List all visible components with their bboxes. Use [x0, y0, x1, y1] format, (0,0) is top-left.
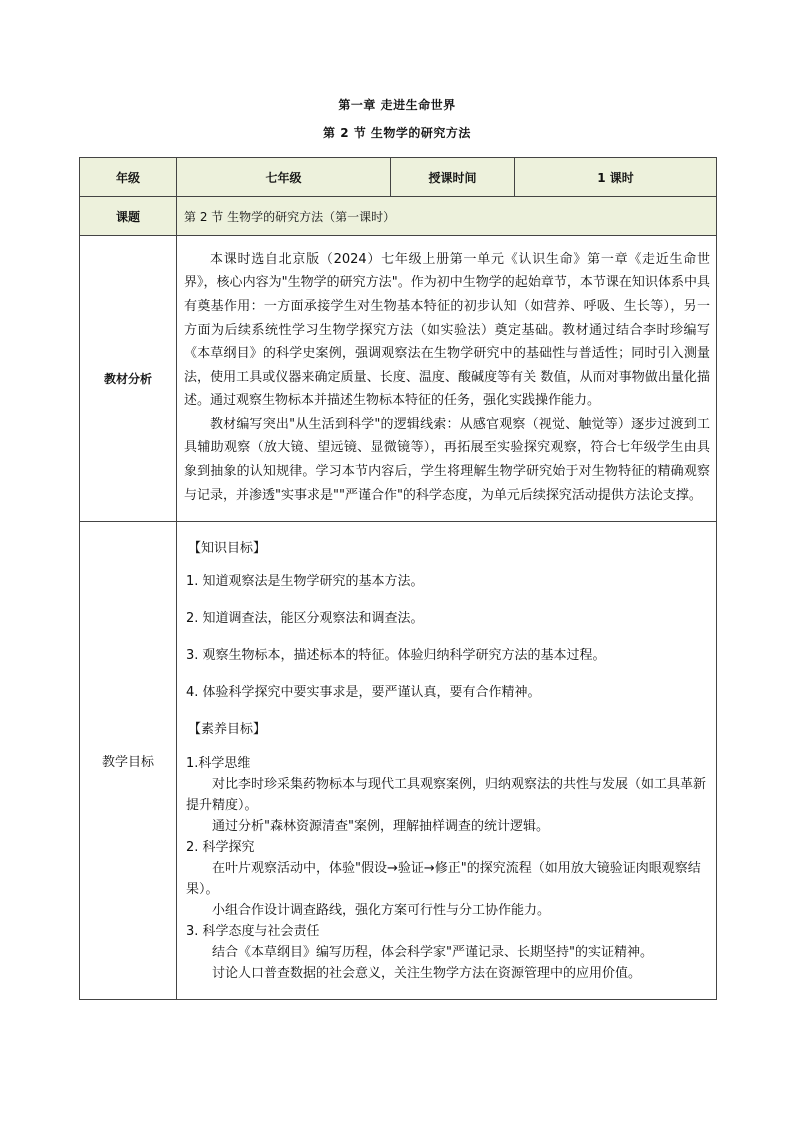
- analysis-content: [177, 236, 717, 522]
- goals-label: 教学目标: [80, 522, 177, 1000]
- grade-label: 年级: [80, 158, 177, 197]
- knowledge-item: 2. 知道调查法，能区分观察法和调查法。: [186, 611, 424, 626]
- literacy-line: 结合《本草纲目》编写历程，体会科学家"严谨记录、长期坚持"的实证精神。: [212, 945, 653, 960]
- literacy-heading: 【素养目标】: [188, 722, 267, 737]
- knowledge-item: 3. 观察生物标本，描述标本的特征。体验归纳科学研究方法的基本过程。: [186, 648, 606, 663]
- chapter-title: 第一章 走进生命世界: [338, 98, 456, 112]
- knowledge-item: 1. 知道观察法是生物学研究的基本方法。: [186, 574, 424, 589]
- literacy-group-title: 2. 科学探究: [186, 840, 255, 855]
- class-time-label: 授课时间: [391, 158, 515, 197]
- class-time-value: 1 课时: [515, 158, 717, 197]
- knowledge-heading: 【知识目标】: [188, 541, 267, 556]
- grade-value: 七年级: [177, 158, 391, 197]
- literacy-line: 讨论人口普查数据的社会意义，关注生物学方法在资源管理中的应用价值。: [212, 966, 642, 981]
- literacy-line: 对比李时珍采集药物标本与现代工具观察案例，归纳观察法的共性与发展（如工具革新提升精度）。: [186, 777, 707, 813]
- section-title: 第 2 节 生物学的研究方法: [323, 126, 471, 140]
- analysis-label: 教材分析: [80, 236, 177, 522]
- goals-content: [177, 522, 717, 1000]
- literacy-line: 小组合作设计调查路线，强化方案可行性与分工协作能力。: [212, 903, 551, 918]
- knowledge-item: 4. 体验科学探究中要实事求是，要严谨认真，要有合作精神。: [186, 685, 541, 700]
- analysis-paragraph: 本课时选自北京版（2024）七年级上册第一单元《认识生命》第一章《走近生命世界》，核心内容为"生物学的研究方法"。作为初中生物学的起始章节，本节课在知识体系中具有奠基作用：一方面承接学生对生物基本特征的初步认知（如营养、呼吸、生长等），另一方面为后续系统性学习生物学探究方法（如实验法）奠定基础。教材通过结合李时珍编写《本草纲目》的科学史案例，强调观察法在生物学研究中的基础性与普适性；同时引入测量法，使用工具或仪器来确定质量、长度、温度、酸碱度等有关 数值，从而对事物做出量化描述。通过观察生物标本并描述生物标本特征的任务，强化实践操作能力。: [184, 251, 710, 409]
- topic-row: [80, 197, 717, 236]
- literacy-group-title: 3. 科学态度与社会责任: [186, 924, 320, 939]
- goals-row: [80, 522, 717, 1000]
- topic-label: 课题: [80, 197, 177, 236]
- analysis-row: [80, 236, 717, 522]
- literacy-group-title: 1.科学思维: [186, 756, 251, 771]
- topic-value: 第 2 节 生物学的研究方法（第一课时）: [177, 197, 717, 236]
- lesson-plan-table: [79, 157, 717, 1000]
- analysis-paragraph: 教材编写突出"从生活到科学"的逻辑线索：从感官观察（视觉、触觉等）逐步过渡到工具辅助观察（放大镜、望远镜、显微镜等），再拓展至实验探究观察，符合七年级学生由具象到抽象的认知规律。学习本节内容后，学生将理解生物学研究始于对生物特征的精确观察与记录，并渗透"实事求是""严谨合作"的科学态度，为单元后续探究活动提供方法论支撑。: [184, 416, 710, 503]
- literacy-line: 在叶片观察活动中，体验"假设→验证→修正"的探究流程（如用放大镜验证肉眼观察结果）。: [186, 861, 701, 897]
- grade-row: [80, 158, 717, 197]
- literacy-line: 通过分析"森林资源清查"案例，理解抽样调查的统计逻辑。: [212, 819, 549, 834]
